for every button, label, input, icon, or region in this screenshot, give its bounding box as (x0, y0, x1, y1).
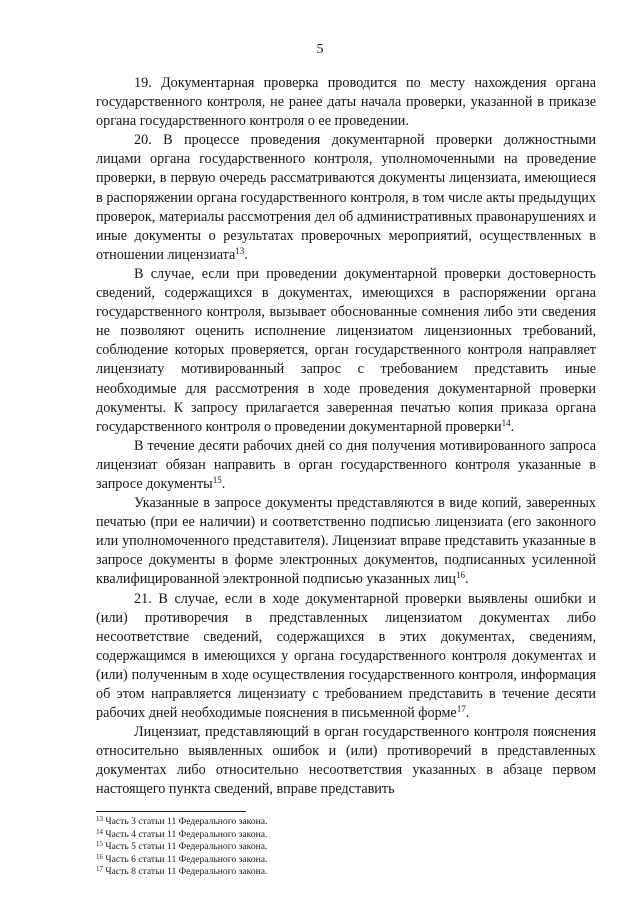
body-text (96, 74, 596, 800)
footnote-16: $^{16}$ Часть 6 статьи 11 Федерального закона. (96, 852, 268, 865)
footnote-15: $^{15}$ Часть 5 статьи 11 Федерального закона. (96, 840, 268, 853)
footnote-ref-13[interactable]: 13 (235, 245, 245, 256)
footnote-ref-16[interactable]: 16 (455, 570, 465, 581)
footnote-14: $^{14}$ Часть 4 статьи 11 Федерального закона. (96, 827, 268, 840)
footnote-13: $^{13}$ Часть 3 статьи 11 Федерального закона. (96, 815, 268, 827)
paragraph-20-doubt: В случае, если при проведении документарной проверки достоверность сведений, содержащихся в документах, имеющихся в распоряжении органа государственного контроля, вызывает обоснованные сомнения либо эти сведения не позволяют оценить исполнение лицензиатом лицензионных требований, соблюдение которых проверяется, орган государственного контроля направляет лицензиату мотивированный запрос с требованием представить иные необходимые для рассмотрения в ходе проведения документарной проверки документы. К запросу прилагается заверенная печатью копия приказа органа государственного контроля о проведении документарной проверки$^{14}$. (96, 265, 596, 435)
footnote-divider (96, 811, 246, 812)
footnote-ref-15[interactable]: 15 (212, 474, 222, 485)
footnotes (96, 816, 596, 879)
paragraph-20: 20. В процессе проведения документарной проверки должностными лицами органа государственного контроля, уполномоченными на проведение проверки, в первую очередь рассматриваются документы лицензиата, имеющиеся в распоряжении органа государственного контроля, в том числе акты предыдущих проверок, материалы рассмотрения дел об административных правонарушениях и иные документы о результатах проверочных мероприятий, осуществленных в отношении лицензиата$^{13}$. (96, 132, 596, 263)
paragraph-20-copies: Указанные в запросе документы представляются в виде копий, заверенных печатью (при ее наличии) и соответственно подписью лицензиата (его законного или уполномоченного представителя). Лицензиат вправе представить указанные в запросе документы в форме электронных документов, подписанных усиленной квалифицированной электронной подписью указанных лиц$^{16}$. (96, 495, 596, 588)
footnote-ref-14[interactable]: 14 (501, 417, 511, 428)
footnote-17: $^{17}$ Часть 8 статьи 11 Федерального закона. (96, 865, 268, 878)
paragraph-21-explanations: Лицензиат, представляющий в орган государственного контроля пояснения относительно выявленных ошибок и (или) противоречий в представленных документах либо относительно несоответствия указанных в абзаце первом настоящего пункта сведений, вправе представить (96, 724, 596, 798)
paragraph-21: 21. В случае, если в ходе документарной проверки выявлены ошибки и (или) противоречия в представленных лицензиатом документах либо несоответствие сведений, содержащихся в этих документах, сведениям, содержащимся в имеющихся у органа государственного контроля документах и (или) полученным в ходе осуществления государственного контроля, информация об этом направляется лицензиату с требованием представить в течение десяти рабочих дней необходимые пояснения в письменной форме$^{17}$. (96, 590, 596, 722)
paragraph-20-deadline: В течение десяти рабочих дней со дня получения мотивированного запроса лицензиат обязан направить в орган государственного контроля указанные в запросе документы$^{15}$. (96, 437, 596, 492)
page-number: 5 (316, 42, 324, 57)
footnote-ref-17[interactable]: 17 (456, 704, 466, 715)
paragraph-19: 19. Документарная проверка проводится по месту нахождения органа государственного контроля, не ранее даты начала проверки, указанной в приказе органа государственного контроля о ее проведении. (96, 75, 596, 130)
